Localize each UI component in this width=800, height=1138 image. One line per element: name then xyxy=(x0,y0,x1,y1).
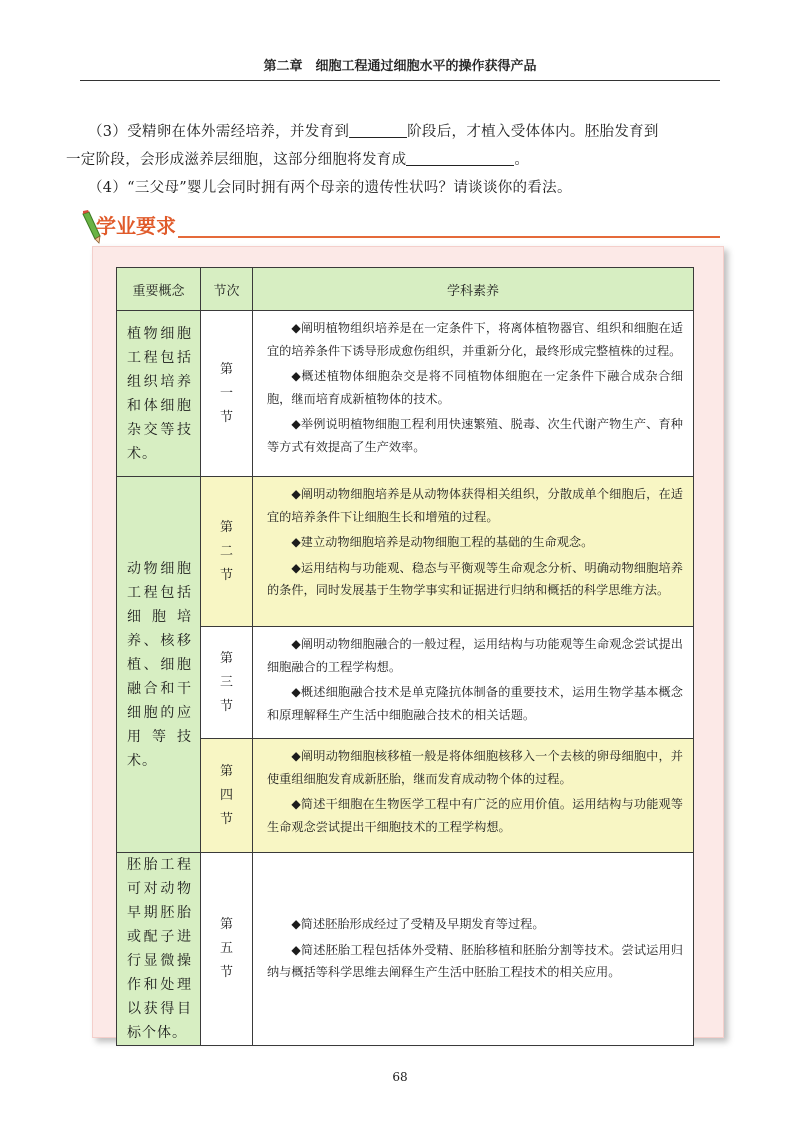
literacy-cell xyxy=(253,853,694,1046)
section-label-text: 第五节 xyxy=(220,917,234,980)
literacy-item: ◆简述干细胞在生物医学工程中有广泛的应用价值。运用结构与功能观等生命观念尝试提出干细胞技术的工程学构想。 xyxy=(267,797,683,834)
section-label-text: 第二节 xyxy=(220,519,234,583)
table-row xyxy=(117,627,694,739)
literacy-item: ◆建立动物细胞培养是动物细胞工程的基础的生命观念。 xyxy=(291,535,594,549)
literacy-cell xyxy=(253,311,694,477)
concept-animal: 动物细胞工程包括细胞培养、核移植、细胞融合和干细胞的应用等技术。 xyxy=(117,477,201,853)
question-3-text-d: 。 xyxy=(514,152,530,168)
section-label xyxy=(201,739,253,853)
literacy-item: ◆简述胚胎形成经过了受精及早期发育等过程。 xyxy=(291,917,545,932)
answer-blank-1[interactable] xyxy=(349,123,407,138)
requirements-table xyxy=(116,267,694,1046)
section-label-text: 第一节 xyxy=(220,361,234,425)
header-section: 节次 xyxy=(201,268,253,311)
literacy-cell xyxy=(253,477,694,627)
table-row xyxy=(117,477,694,627)
section-label-text: 第四节 xyxy=(220,763,234,827)
question-3 xyxy=(66,118,728,174)
literacy-item: ◆运用结构与功能观、稳态与平衡观等生命观念分析、明确动物细胞培养的条件，同时发展基于生物学事实和证据进行归纳和概括的科学思维方法。 xyxy=(267,560,683,597)
literacy-item: ◆阐明动物细胞培养是从动物体获得相关组织，分散成单个细胞后，在适宜的培养条件下让细胞生长和增殖的过程。 xyxy=(267,487,683,524)
section-label xyxy=(201,627,253,739)
page-number: 68 xyxy=(392,1070,408,1084)
literacy-item: ◆概述细胞融合技术是单克隆抗体制备的重要技术，运用生物学基本概念和原理解释生产生活中细胞融合技术的相关话题。 xyxy=(267,685,683,722)
concept-embryo: 胚胎工程可对动物早期胚胎或配子进行显微操作和处理以获得目标个体。 xyxy=(117,853,201,1046)
table-row xyxy=(117,853,694,1046)
section-label xyxy=(201,311,253,477)
concept-plant: 植物细胞工程包括组织培养和体细胞杂交等技术。 xyxy=(117,311,201,477)
chapter-header: 第二章 细胞工程通过细胞水平的操作获得产品 xyxy=(263,59,537,74)
section-title-rule xyxy=(178,236,720,238)
literacy-item: ◆举例说明植物细胞工程利用快速繁殖、脱毒、次生代谢产物生产、育种等方式有效提高了生产效率。 xyxy=(267,417,683,454)
question-3-text-b: 阶段后，才植入受体体内。胚胎发育到 xyxy=(407,124,659,140)
header-literacy: 学科素养 xyxy=(253,268,694,311)
header-divider xyxy=(80,80,720,81)
literacy-item: ◆阐明植物组织培养是在一定条件下，将离体植物器官、组织和细胞在适宜的培养条件下诱导形成愈伤组织，并重新分化，最终形成完整植株的过程。 xyxy=(267,321,683,358)
table-row xyxy=(117,739,694,853)
question-4: （4）“三父母”婴儿会同时拥有两个母亲的遗传性状吗？请谈谈你的看法。 xyxy=(88,180,572,196)
literacy-item: ◆简述胚胎工程包括体外受精、胚胎移植和胚胎分割等技术。尝试运用归纳与概括等科学思维去阐释生产生活中胚胎工程技术的相关应用。 xyxy=(267,942,683,980)
literacy-cell xyxy=(253,739,694,853)
literacy-item: ◆阐明动物细胞核移植一般是将体细胞核移入一个去核的卵母细胞中，并使重组细胞发育成新胚胎，继而发育成动物个体的过程。 xyxy=(267,749,683,786)
table-row xyxy=(117,311,694,477)
section-label-text: 第三节 xyxy=(220,650,234,714)
literacy-cell xyxy=(253,627,694,739)
answer-blank-2[interactable] xyxy=(406,151,514,166)
section-label xyxy=(201,477,253,627)
literacy-item: ◆概述植物体细胞杂交是将不同植物体细胞在一定条件下融合成杂合细胞，继而培育成新植物体的技术。 xyxy=(267,369,683,406)
literacy-item: ◆阐明动物细胞融合的一般过程，运用结构与功能观等生命观念尝试提出细胞融合的工程学构想。 xyxy=(267,637,683,674)
header-concept: 重要概念 xyxy=(117,268,201,311)
question-3-text-a: （3）受精卵在体外需经培养，并发育到 xyxy=(88,124,350,140)
question-3-text-c: 一定阶段，会形成滋养层细胞，这部分细胞将发育成 xyxy=(66,152,407,168)
table-header-row xyxy=(117,268,694,311)
section-title: 学业要求 xyxy=(96,214,176,238)
section-label xyxy=(201,853,253,1046)
